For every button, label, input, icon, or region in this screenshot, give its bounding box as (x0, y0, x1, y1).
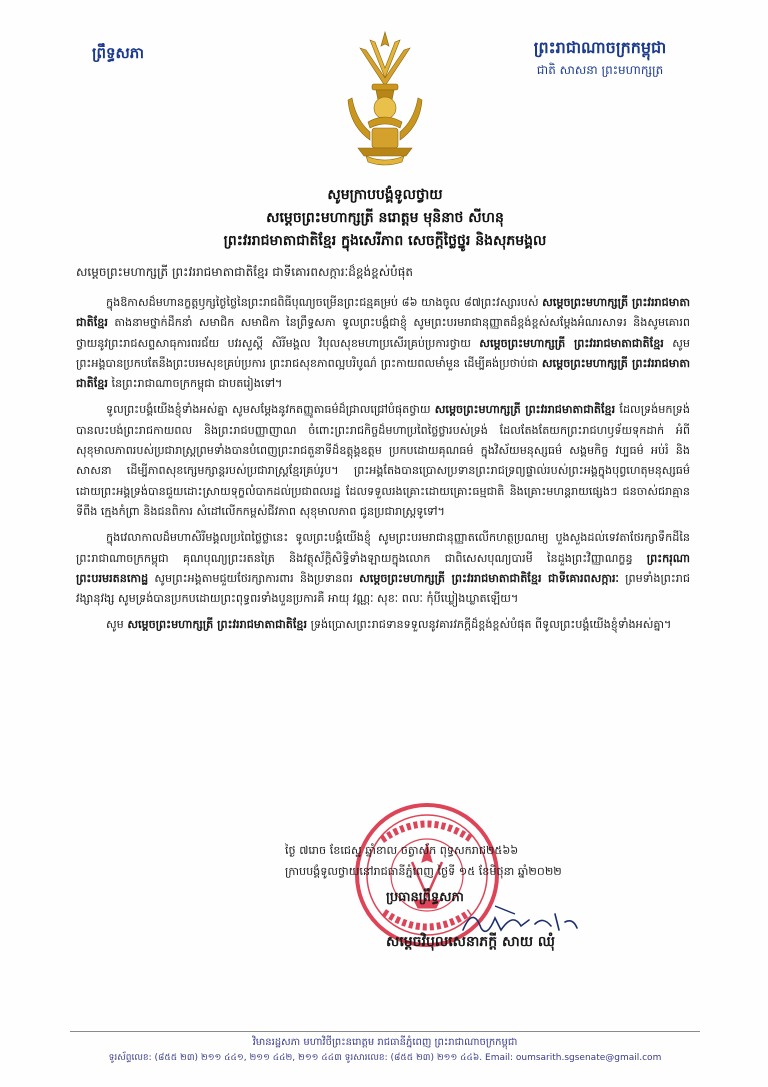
issuing-office: ព្រឹទ្ធសភា (92, 44, 145, 62)
title-line-2: សម្តេចព្រះមហាក្សត្រី នរោត្តម មុនិនាថ សីហនុ (266, 210, 504, 226)
letterhead-footer (70, 1031, 700, 1066)
lunar-date: ថ្ងៃ ៧រោច ខែជេស្ឋ ឆ្នាំខាល ចត្វាស័ក ពុទ្ធសករាជ២៥៦៦ (285, 844, 519, 857)
royal-coat-of-arms-icon (340, 28, 430, 168)
date-block (285, 840, 695, 882)
text-run: ក្នុងវេលាកាលដ៏មហាសិរីមង្គលប្រពៃថ្លៃថ្លានេះ ទូលព្រះបង្គំយើងខ្ញុំ សូមព្រះបរមរាជានុញ្ញាតលើកហត្ថប្រណម្យ បួងសួងដល់ទេវតាថែរក្សាទឹកដីនៃព្រះរាជាណាចក្រកម្ពុជា គុណបុណ្យព្រះរតនត្រៃ និងវត្ថុស័ក្តិសិទ្ធិទាំងឡាយក្នុងលោក ជាពិសេសបុណ្យបារមី នៃដួងព្រះវិញ្ញាណក្ខន្ធ (76, 531, 690, 565)
paragraph-1 (76, 293, 690, 394)
address-line: សម្តេចព្រះមហាក្សត្រី ព្រះវររាជមាតាជាតិខ្មែរ ជាទីគោរពសក្ការៈដ៏ខ្ពង់ខ្ពស់បំផុត (76, 265, 414, 279)
text-run: ព្រមទាំងព្រះរាជវង្សានុវង្ស សូមទ្រង់បានប្រកបដោយព្រះពុទ្ធពរទាំងបួនប្រការគឺ អាយុ វណ្ណៈ សុខៈ ពលៈ កុំបីឃ្លៀងឃ្លាតឡើយ។ (76, 571, 690, 606)
honorific: ព្រះករុណា ព្រះបរមរតនកោដ្ឋ (76, 551, 690, 585)
honorific: សម្តេចព្រះមហាក្សត្រី ព្រះវររាជមាតាជាតិខ្មែរ (76, 356, 690, 391)
text-run: តាងនាមថ្នាក់ដឹកនាំ សមាជិក សមាជិកា នៃព្រឹទ្ធសភា ទូលព្រះបង្គំជាខ្ញុំ សូមព្រះបរមរាជានុញ្ញាតដ៏ខ្ពង់ខ្ពស់សម្តែងអំណរសាទរ និងសូមគោរពថ្វាយនូវព្រះរាជសព្ទសាធុការពរជ័យ បវរសួស្តី សិរីមង្គល វិបុលសុខមហាប្រសើរគ្រប់ប្រការថ្វាយ (76, 316, 690, 350)
honorific: សម្តេចព្រះមហាក្សត្រី ព្រះវររាជមាតាជាតិខ្មែរ (479, 336, 664, 350)
footer-contact: ទូរស័ព្ទលេខ: (៨៥៥ ២៣) ២១១ ៤៤១, ២១១ ៤៤២, ២១១ ៤៤៣ ទូរសារលេខ: (៨៥៥ ២៣) ២១១ ៤៤៦. Email: oumsarith.sgsenate@gmail.com (108, 1053, 662, 1063)
paragraph-4 (76, 615, 690, 635)
honorific: សម្តេចព្រះមហាក្សត្រី ព្រះវររាជមាតាជាតិខ្មែរ (76, 296, 690, 330)
text-run: នៃព្រះរាជាណាចក្រកម្ពុជា ជាបតរៀងទៅ។ (107, 377, 283, 391)
salutation-title (80, 184, 690, 253)
signer-name: សម្តេចវិបុលសេនាភក្តី សាយ ឈុំ (386, 934, 556, 950)
honorific: សម្តេចព្រះមហាក្សត្រី ព្រះវររាជមាតាជាតិខ្មែរ (127, 618, 308, 632)
kingdom-name: ព្រះរាជាណាចក្រកម្ពុជា (533, 38, 667, 57)
text-run: សូមព្រះអង្គបានប្រកបតែនឹងព្រះបរមសុខគ្រប់ប្រការ ព្រះរាជសុខភាពល្អបរិបូណ៌ ព្រះកាយពលមាំមួន ដើម្បីគង់ប្រថាប់ជា (76, 336, 690, 370)
paragraph-2 (76, 400, 690, 522)
national-motto: ជាតិ សាសនា ព្រះមហាក្សត្រ (536, 63, 664, 77)
text-run: ក្នុងឱកាសដ៏មហានក្ខត្តឫក្សថ្ងៃថ្លៃនៃព្រះរាជពិធីបុណ្យចម្រើនព្រះជន្មគម្រប់ ៨៦ យាងចូល ៨៧ព្រះវស្សារបស់ (106, 296, 543, 309)
text-run: សូម (106, 618, 128, 632)
paragraph-3 (76, 528, 690, 609)
title-line-1: សូមក្រាបបង្គំទូលថ្វាយ (327, 187, 443, 203)
signer-title: ប្រធានព្រឹទ្ធសភា (386, 890, 464, 905)
text-run: សូមព្រះអង្គតាមជួយថែរក្សាការពារ និងប្រទានពរ (148, 571, 360, 585)
footer-address: វិមានរដ្ឋសភា មហាវិថីព្រះនរោត្តម រាជធានីភ្នំពេញ ព្រះរាជាណាចក្រកម្ពុជា (252, 1037, 518, 1048)
place-and-date: ក្រាបបង្គំទូលថ្វាយនៅរាជធានីភ្នំពេញ ថ្ងៃទី ១៥ ខែមិថុនា ឆ្នាំ២០២២ (285, 865, 562, 878)
text-run: ដែលទ្រង់មកទ្រង់បានលះបង់ព្រះរាជកាយពល និងព្រះរាជបញ្ញាញាណ ចំពោះព្រះរាជកិច្ចដ៏មហាប្រពៃថ្លៃថ្លារបស់ទ្រង់ ដែលតែងតែយកព្រះរាជហឫទ័យទុកដាក់ អំពីសុខុមាលភាពរបស់ប្រជារាស្ត្រព្រមទាំងបានបំពេញព្រះរាជតួនាទីដ៏ឧត្តុង្គឧត្តម ប្រកបដោយគុណធម៌ ក្នុងវិស័យមនុស្សធម៌ សង្គមកិច្ច វប្បធម៌ អប់រំ និងសាសនា ដើម្បីភាពសុខក្សេមក្សាន្តរបស់ប្រជារាស្ត្រខ្មែរគ្រប់រូប។ ព្រះអង្គតែងបានប្រោសប្រទានព្រះរាជទ្រព្យផ្ទាល់របស់ព្រះអង្គក្នុងបុព្វហេតុមនុស្សធម៌ដោយព្រះអង្គទ្រង់បានជួយដោះស្រាយទុក្ខលំបាកដល់ប្រជាពលរដ្ឋ ដែលទទួលរងគ្រោះដោយគ្រោះធម្មជាតិ និងគ្រោះមហន្តរាយផ្សេងៗ ជនចាស់ជរាគ្មានទីពឹង ក្មេងកំព្រា និងជនពិការ សំដៅលើកកម្ពស់ជីវភាព សុខុមាលភាព ជូនប្រជារាស្ត្រទូទៅ។ (76, 403, 690, 518)
text-run: ទ្រង់ប្រោសព្រះរាជទានទទួលនូវគារវភក្តីដ៏ខ្ពង់ខ្ពស់បំផុត ពីទូលព្រះបង្គំយើងខ្ញុំទាំងអស់គ្នា។ (307, 618, 672, 632)
kingdom-header (510, 36, 690, 80)
letter-body (76, 293, 690, 642)
title-line-3: ព្រះវររាជមាតាជាតិខ្មែរ ក្នុងសេរីភាព សេចក្តីថ្លៃថ្នូរ និងសុភមង្គល (223, 233, 547, 249)
honorific: សម្តេចព្រះមហាក្សត្រី ព្រះវររាជមាតាជាតិខ្មែរ (434, 403, 616, 417)
text-run: ទូលព្រះបង្គំយើងខ្ញុំទាំងអស់គ្នា សូមសម្តែងនូវកតញ្ញូតាធម៌ដ៏ជ្រាលជ្រៅបំផុតថ្វាយ (106, 403, 435, 417)
honorific: សម្តេចព្រះមហាក្សត្រី ព្រះវររាជមាតាជាតិខ្មែរ ជាទីគោរពសក្ការៈ (359, 571, 619, 585)
